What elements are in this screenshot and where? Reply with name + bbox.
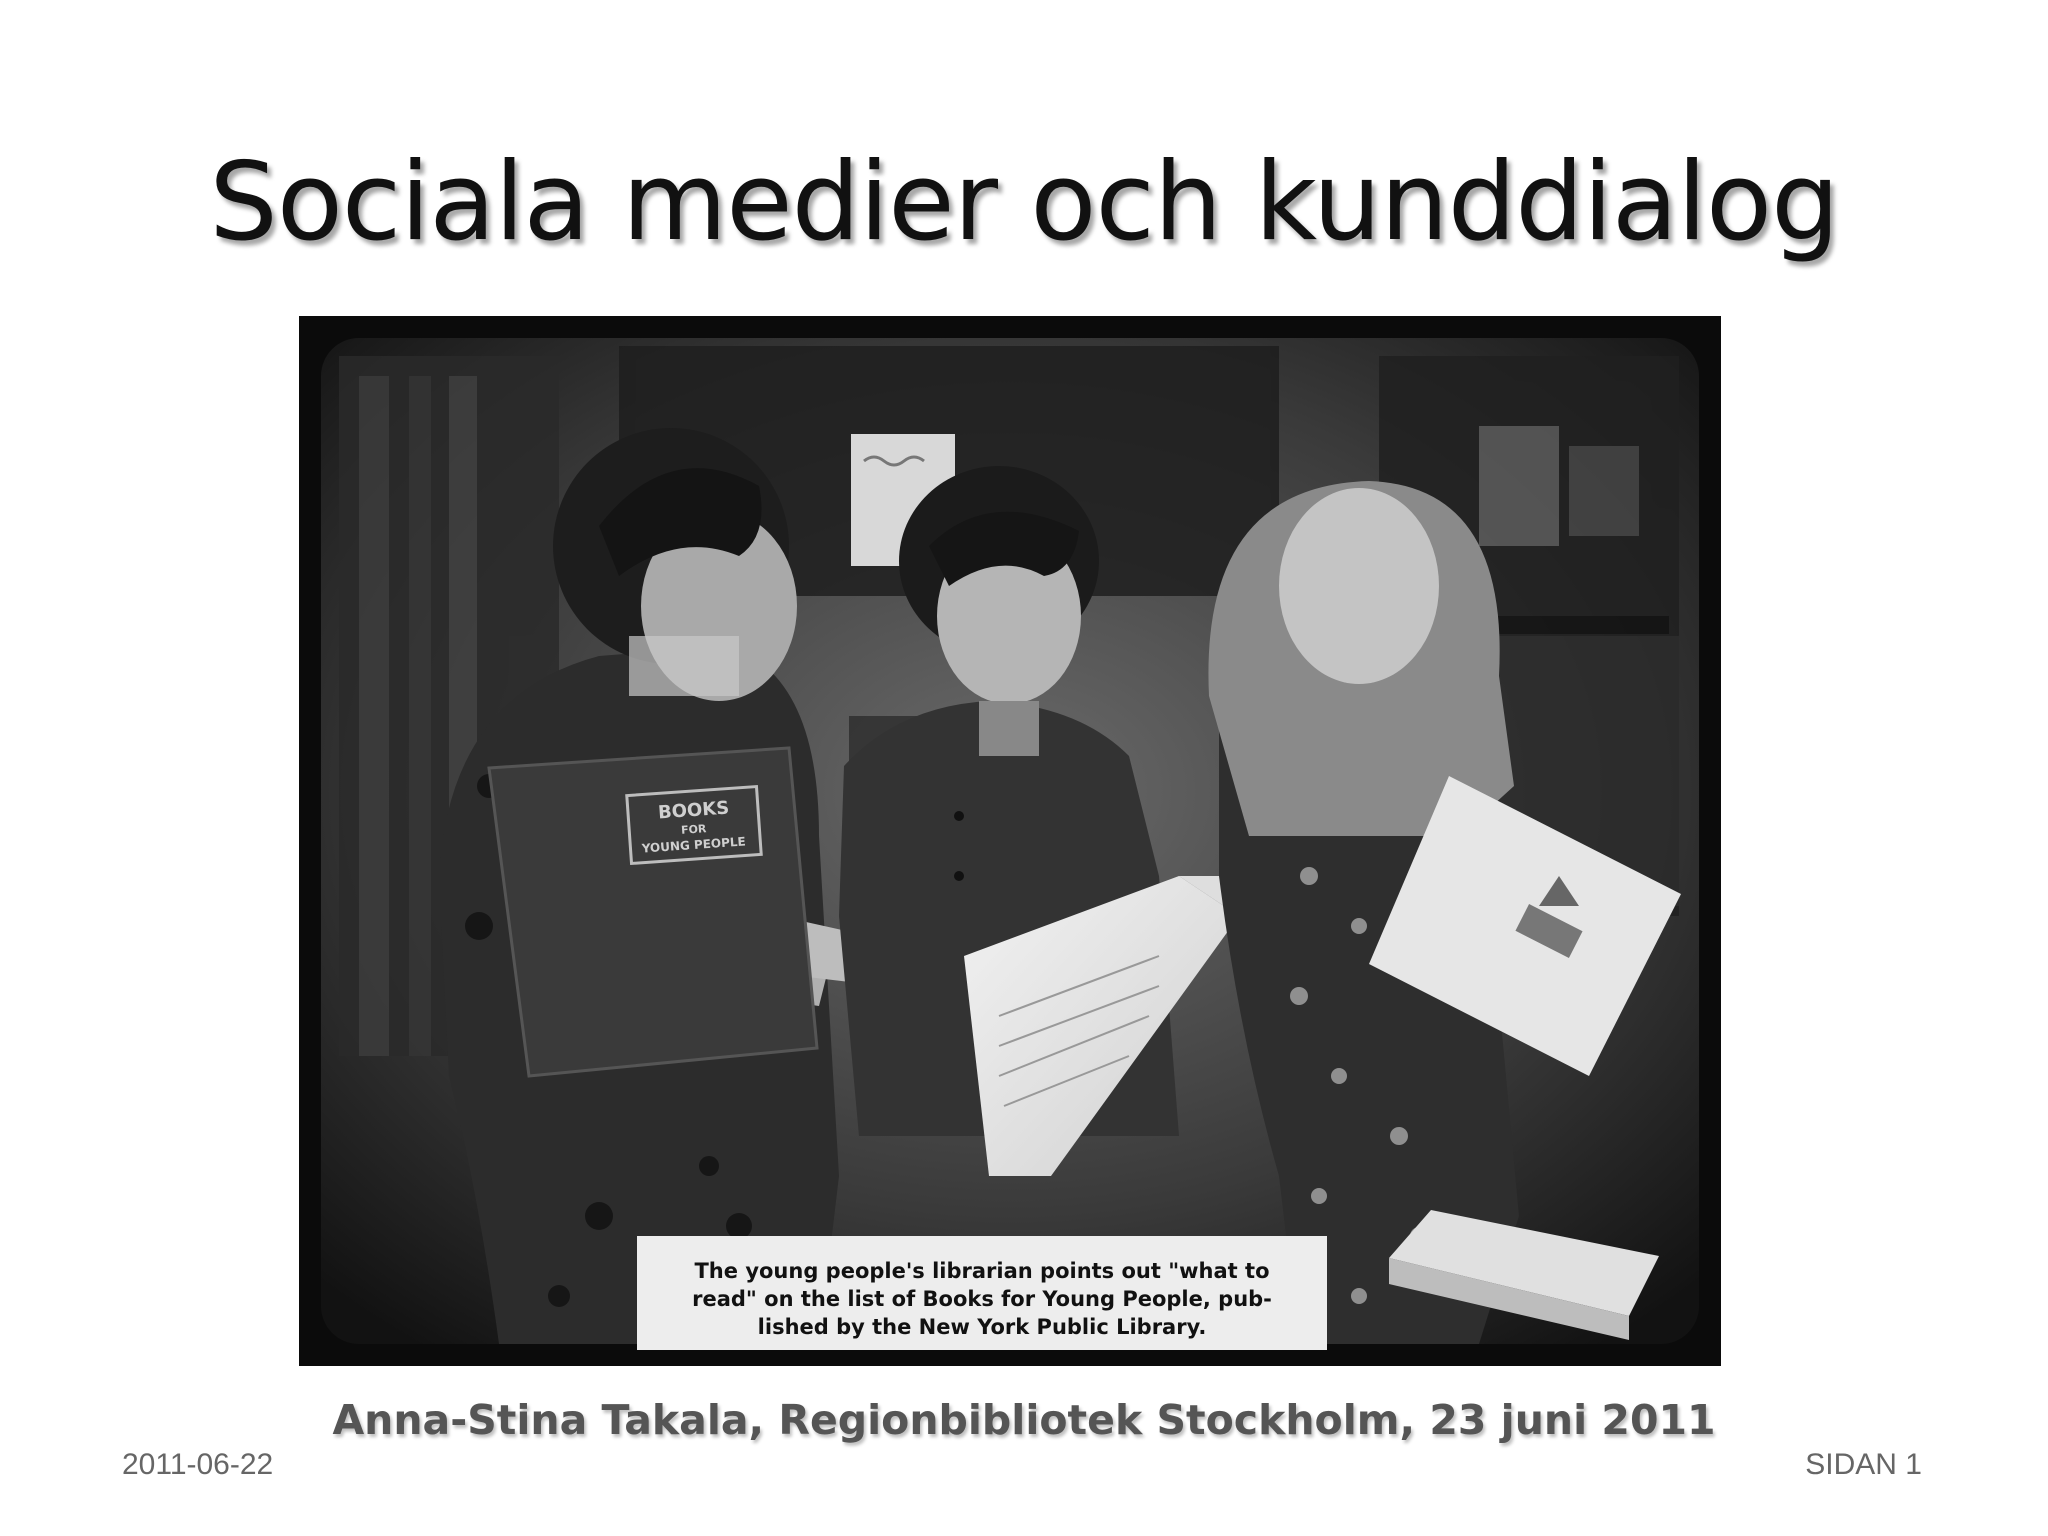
books-for-young-people-book <box>489 748 817 1076</box>
photo-caption-label <box>637 1236 1327 1350</box>
photo-illustration <box>299 316 1721 1366</box>
photo-caption-line1: The young people's librarian points out "what to <box>694 1259 1270 1283</box>
book-cover-line3: YOUNG PEOPLE <box>641 834 747 856</box>
photo-caption-line2: read" on the list of Books for Young People, pub- <box>692 1287 1272 1311</box>
footer-page-number: SIDAN 1 <box>1805 1448 1922 1481</box>
book-cover-line2: FOR <box>680 822 707 837</box>
presenter-caption: Anna-Stina Takala, Regionbibliotek Stockholm, 23 juni 2011 <box>332 1396 1716 1444</box>
historical-photo <box>299 316 1721 1366</box>
slide-title: Sociala medier och kunddialog <box>209 140 1839 265</box>
photo-caption-line3: lished by the New York Public Library. <box>757 1315 1207 1339</box>
footer-date: 2011-06-22 <box>122 1448 274 1481</box>
book-cover-line1: BOOKS <box>657 797 730 824</box>
